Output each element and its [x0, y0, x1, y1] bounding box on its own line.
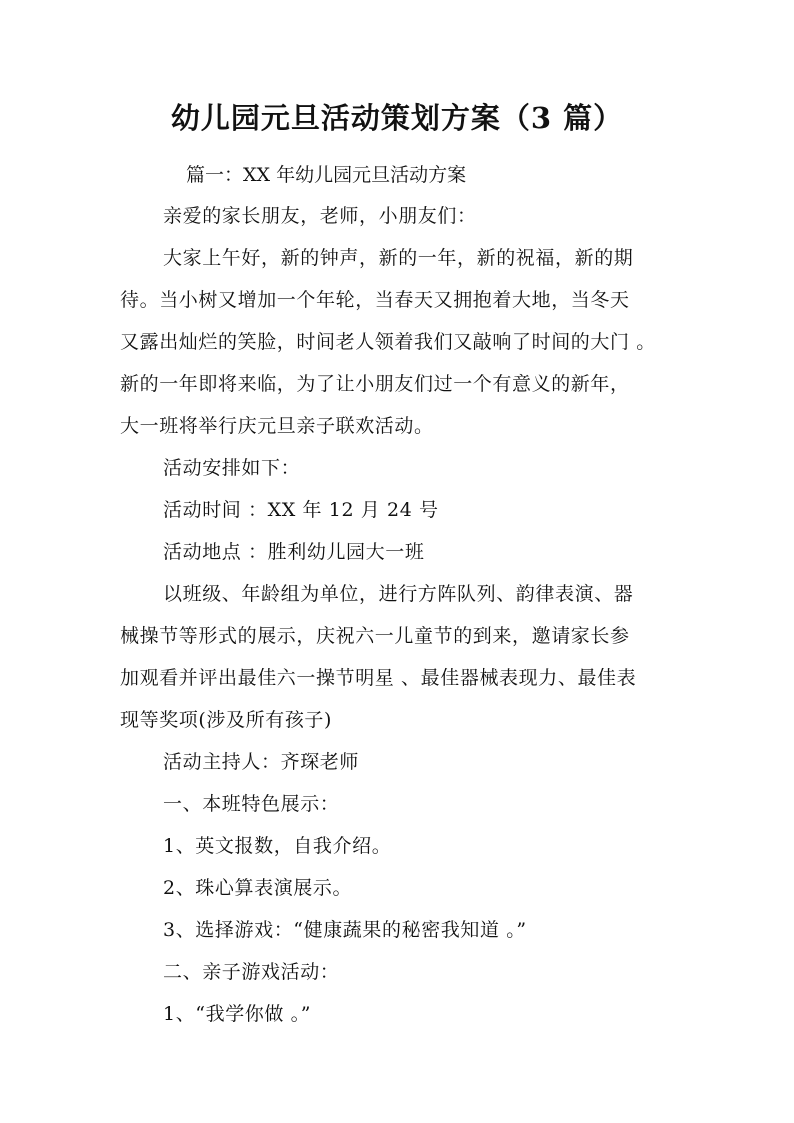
body-line: 1、“我学你做 。”: [163, 1003, 312, 1025]
body-line: 活动安排如下：: [163, 457, 301, 479]
body-line: 又露出灿烂的笑脸，时间老人领着我们又敲响了时间的大门 。: [120, 331, 656, 353]
body-line: 一、本班特色展示：: [163, 793, 340, 815]
body-line: 1、英文报数，自我介绍。: [163, 835, 392, 857]
body-line: 加观看并评出最佳六一操节明星 、最佳器械表现力、最佳表: [120, 667, 637, 689]
body-line: 以班级、年龄组为单位，进行方阵队列、韵律表演、器: [163, 583, 634, 605]
body-line: 械操节等形式的展示，庆祝六一儿童节的到来，邀请家长参: [120, 625, 630, 647]
body-line: 活动主持人：齐琛老师: [163, 751, 360, 773]
document-subtitle: 篇一：XX 年幼儿园元旦活动方案: [186, 164, 467, 186]
document-title: 幼儿园元旦活动策划方案（3 篇）: [170, 101, 624, 135]
body-line: 2、珠心算表演展示。: [163, 877, 353, 899]
body-line: 亲爱的家长朋友，老师，小朋友们：: [163, 205, 477, 227]
body-line: 现等奖项(涉及所有孩子): [120, 709, 333, 731]
body-line: 待。当小树又增加一个年轮，当春天又拥抱着大地，当冬天: [120, 289, 630, 311]
body-line: 新的一年即将来临，为了让小朋友们过一个有意义的新年，: [120, 373, 630, 395]
body-line: 活动地点 ：胜利幼儿园大一班: [163, 541, 425, 563]
body-line: 大一班将举行庆元旦亲子联欢活动。: [120, 415, 434, 437]
body-line: 活动时间 ：XX 年 12 月 24 号: [163, 499, 439, 521]
body-line: 大家上午好，新的钟声，新的一年，新的祝福，新的期: [163, 247, 634, 269]
body-line: 3、选择游戏：“健康蔬果的秘密我知道 。”: [163, 919, 527, 941]
body-line: 二、亲子游戏活动：: [163, 961, 340, 983]
